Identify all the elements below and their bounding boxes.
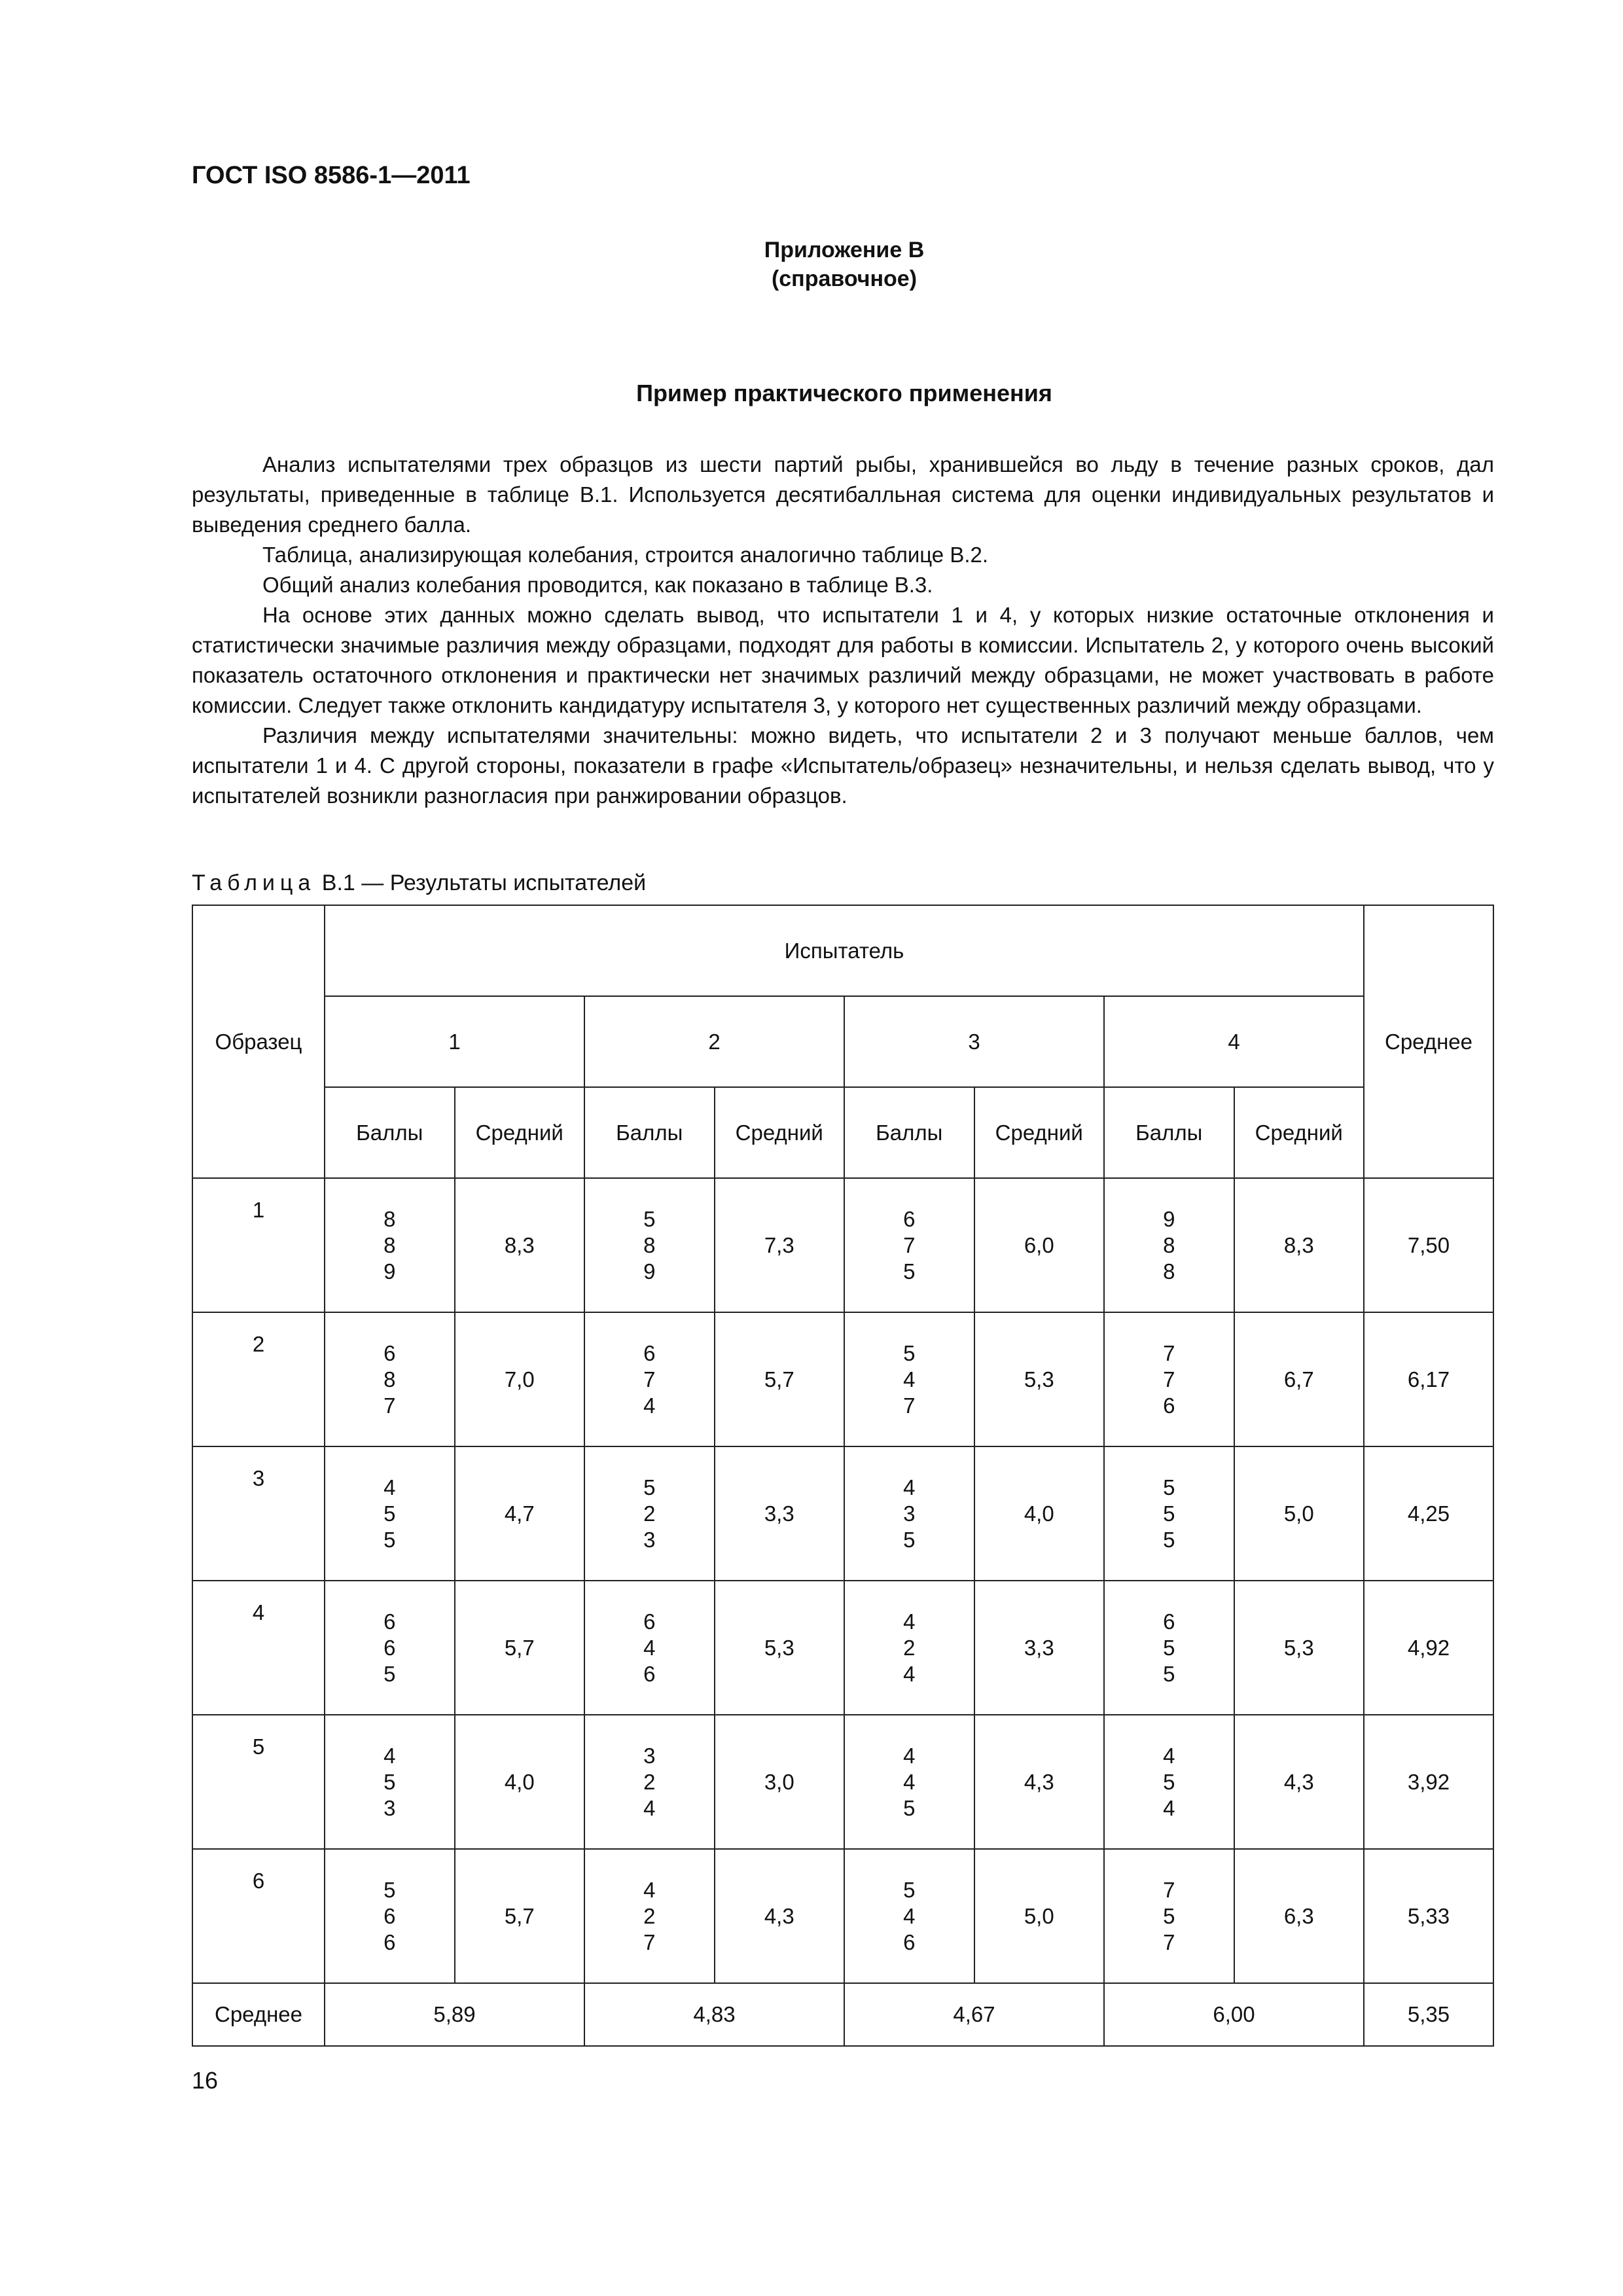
mean-cell: 4,0	[974, 1446, 1105, 1581]
score-value: 6	[383, 1635, 396, 1660]
header-tester-number: 4	[1104, 996, 1364, 1087]
score-value: 7	[1163, 1929, 1175, 1954]
annex-title: Приложение В	[764, 238, 925, 262]
scores-cell	[844, 1581, 974, 1715]
score-value: 3	[643, 1527, 656, 1552]
mean-cell: 5,3	[1234, 1581, 1364, 1715]
header-scores: Баллы	[844, 1087, 974, 1178]
sample-number: 5	[192, 1715, 325, 1849]
mean-cell: 5,7	[455, 1849, 585, 1983]
score-value: 7	[643, 1367, 656, 1391]
header-row	[192, 905, 1493, 996]
score-value: 5	[1163, 1527, 1175, 1552]
tester-average: 4,83	[584, 1983, 844, 2046]
row-average: 4,92	[1364, 1581, 1493, 1715]
score-value: 4	[903, 1769, 916, 1794]
score-value: 4	[903, 1475, 916, 1499]
header-scores: Баллы	[325, 1087, 455, 1178]
mean-cell: 8,3	[1234, 1178, 1364, 1312]
score-value: 5	[643, 1475, 656, 1499]
score-value: 8	[383, 1206, 396, 1231]
score-value: 4	[643, 1635, 656, 1660]
scores-cell	[584, 1715, 715, 1849]
mean-cell: 4,3	[974, 1715, 1105, 1849]
score-value: 9	[383, 1259, 396, 1283]
score-value: 7	[643, 1929, 656, 1954]
score-value: 4	[643, 1877, 656, 1902]
score-value: 7	[1163, 1877, 1175, 1902]
header-mean: Средний	[455, 1087, 585, 1178]
mean-cell: 4,3	[715, 1849, 845, 1983]
score-value: 6	[903, 1206, 916, 1231]
scores-cell	[325, 1715, 455, 1849]
section-title: Пример практического применения	[636, 380, 1052, 406]
score-value: 7	[903, 1232, 916, 1257]
table-row	[192, 1715, 1493, 1849]
page-number: 16	[192, 2067, 219, 2094]
scores-cell	[325, 1178, 455, 1312]
header-sample: Образец	[192, 905, 325, 1178]
table-caption-prefix: Таблица	[192, 870, 316, 895]
paragraph: На основе этих данных можно сделать вывод, что испытатели 1 и 4, у которых низкие остаточные отклонения и статистически значимые различия между образцами, подходят для работы в комиссии. Испытатель 2, у которого очень высокий показатель остаточного отклонения и практически нет значимых различий между образцами, не может участвовать в работе комиссии. Следует также отклонить кандидатуру испытателя 3, у которого нет существенных различий между образцами.	[192, 603, 1494, 717]
scores-cell	[1104, 1581, 1234, 1715]
score-value: 4	[903, 1661, 916, 1686]
score-value: 2	[643, 1501, 656, 1526]
sample-number: 6	[192, 1849, 325, 1983]
header-row	[192, 1087, 1493, 1178]
scores-cell	[584, 1178, 715, 1312]
scores-cell	[1104, 1312, 1234, 1446]
mean-cell: 4,3	[1234, 1715, 1364, 1849]
scores-cell	[844, 1446, 974, 1581]
score-value: 6	[383, 1340, 396, 1365]
score-value: 5	[1163, 1661, 1175, 1686]
scores-cell	[1104, 1178, 1234, 1312]
header-scores: Баллы	[584, 1087, 715, 1178]
paragraph: Различия между испытателями значительны: можно видеть, что испытатели 2 и 3 получают меньше баллов, чем испытатели 1 и 4. С другой стороны, показатели в графе «Испытатель/образец» незначительны, и нельзя сделать вывод, что у испытателей возникли разногласия при ранжировании образцов.	[192, 723, 1494, 808]
scores-cell	[844, 1178, 974, 1312]
score-value: 2	[643, 1769, 656, 1794]
score-value: 6	[643, 1661, 656, 1686]
mean-cell: 5,0	[974, 1849, 1105, 1983]
annex-subtitle: (справочное)	[771, 266, 918, 291]
score-value: 5	[1163, 1635, 1175, 1660]
score-value: 5	[903, 1527, 916, 1552]
score-value: 5	[903, 1340, 916, 1365]
score-value: 7	[1163, 1340, 1175, 1365]
table-row	[192, 1312, 1493, 1446]
table-row	[192, 1178, 1493, 1312]
results-table	[192, 905, 1494, 2047]
score-value: 5	[1163, 1903, 1175, 1928]
scores-cell	[584, 1446, 715, 1581]
score-value: 7	[903, 1393, 916, 1418]
score-value: 4	[383, 1743, 396, 1768]
score-value: 4	[1163, 1795, 1175, 1820]
header-scores: Баллы	[1104, 1087, 1234, 1178]
tester-average: 4,67	[844, 1983, 1104, 2046]
table-row	[192, 1446, 1493, 1581]
row-average: 6,17	[1364, 1312, 1493, 1446]
mean-cell: 5,0	[1234, 1446, 1364, 1581]
score-value: 5	[643, 1206, 656, 1231]
header-tester-number: 2	[584, 996, 844, 1087]
mean-cell: 6,7	[1234, 1312, 1364, 1446]
score-value: 3	[383, 1795, 396, 1820]
table-row	[192, 1581, 1493, 1715]
score-value: 7	[1163, 1367, 1175, 1391]
mean-cell: 5,7	[455, 1581, 585, 1715]
scores-cell	[844, 1312, 974, 1446]
header-tester-number: 3	[844, 996, 1104, 1087]
row-average: 4,25	[1364, 1446, 1493, 1581]
score-value: 8	[643, 1232, 656, 1257]
mean-cell: 3,3	[715, 1446, 845, 1581]
header-tester: Испытатель	[325, 905, 1364, 996]
score-value: 4	[903, 1367, 916, 1391]
score-value: 8	[383, 1367, 396, 1391]
scores-cell	[325, 1849, 455, 1983]
paragraph: Анализ испытателями трех образцов из шести партий рыбы, хранившейся во льду в течение разных сроков, дал результаты, приведенные в таблице В.1. Используется десятибалльная система для оценки индивидуальных результатов и выведения среднего балла.	[192, 452, 1494, 537]
score-value: 5	[383, 1661, 396, 1686]
scores-cell	[325, 1446, 455, 1581]
score-value: 4	[903, 1903, 916, 1928]
table-row	[192, 1849, 1493, 1983]
sample-number: 3	[192, 1446, 325, 1581]
scores-cell	[844, 1849, 974, 1983]
average-row	[192, 1983, 1493, 2046]
score-value: 4	[643, 1795, 656, 1820]
score-value: 6	[1163, 1393, 1175, 1418]
sample-number: 4	[192, 1581, 325, 1715]
scores-cell	[1104, 1715, 1234, 1849]
scores-cell	[1104, 1849, 1234, 1983]
score-value: 2	[903, 1635, 916, 1660]
scores-cell	[325, 1581, 455, 1715]
score-value: 5	[1163, 1475, 1175, 1499]
mean-cell: 6,3	[1234, 1849, 1364, 1983]
body-text	[192, 450, 1494, 811]
scores-cell	[584, 1581, 715, 1715]
paragraph: Общий анализ колебания проводится, как показано в таблице В.3.	[262, 573, 933, 597]
paragraph: Таблица, анализирующая колебания, строится аналогично таблице В.2.	[262, 543, 989, 567]
mean-cell: 7,3	[715, 1178, 845, 1312]
score-value: 5	[903, 1259, 916, 1283]
header-tester-number: 1	[325, 996, 584, 1087]
row-average: 5,33	[1364, 1849, 1493, 1983]
mean-cell: 3,3	[974, 1581, 1105, 1715]
score-value: 5	[383, 1527, 396, 1552]
score-value: 5	[1163, 1769, 1175, 1794]
sample-number: 1	[192, 1178, 325, 1312]
overall-average: 5,35	[1364, 1983, 1493, 2046]
mean-cell: 7,0	[455, 1312, 585, 1446]
score-value: 5	[383, 1877, 396, 1902]
mean-cell: 3,0	[715, 1715, 845, 1849]
mean-cell: 6,0	[974, 1178, 1105, 1312]
score-value: 8	[383, 1232, 396, 1257]
mean-cell: 5,3	[974, 1312, 1105, 1446]
score-value: 6	[643, 1609, 656, 1634]
score-value: 8	[1163, 1259, 1175, 1283]
score-value: 5	[1163, 1501, 1175, 1526]
score-value: 6	[1163, 1609, 1175, 1634]
score-value: 5	[903, 1877, 916, 1902]
score-value: 3	[643, 1743, 656, 1768]
scores-cell	[325, 1312, 455, 1446]
table-caption	[192, 870, 646, 896]
score-value: 6	[903, 1929, 916, 1954]
score-value: 4	[903, 1609, 916, 1634]
header-average: Среднее	[1364, 905, 1493, 1178]
table-caption-text: В.1 — Результаты испытателей	[321, 870, 647, 895]
mean-cell: 4,0	[455, 1715, 585, 1849]
score-value: 4	[903, 1743, 916, 1768]
header-mean: Средний	[974, 1087, 1105, 1178]
row-average: 7,50	[1364, 1178, 1493, 1312]
average-label: Среднее	[192, 1983, 325, 2046]
score-value: 7	[383, 1393, 396, 1418]
tester-average: 5,89	[325, 1983, 584, 2046]
score-value: 3	[903, 1501, 916, 1526]
score-value: 6	[383, 1929, 396, 1954]
score-value: 4	[643, 1393, 656, 1418]
row-average: 3,92	[1364, 1715, 1493, 1849]
score-value: 6	[383, 1609, 396, 1634]
score-value: 8	[1163, 1232, 1175, 1257]
tester-average: 6,00	[1104, 1983, 1364, 2046]
score-value: 4	[1163, 1743, 1175, 1768]
score-value: 9	[1163, 1206, 1175, 1231]
score-value: 4	[383, 1475, 396, 1499]
score-value: 5	[903, 1795, 916, 1820]
header-mean: Средний	[1234, 1087, 1364, 1178]
header-mean: Средний	[715, 1087, 845, 1178]
sample-number: 2	[192, 1312, 325, 1446]
mean-cell: 5,7	[715, 1312, 845, 1446]
score-value: 9	[643, 1259, 656, 1283]
document-code: ГОСТ ISO 8586-1—2011	[192, 162, 471, 189]
score-value: 6	[643, 1340, 656, 1365]
mean-cell: 5,3	[715, 1581, 845, 1715]
score-value: 5	[383, 1501, 396, 1526]
score-value: 5	[383, 1769, 396, 1794]
header-row	[192, 996, 1493, 1087]
scores-cell	[584, 1849, 715, 1983]
scores-cell	[844, 1715, 974, 1849]
mean-cell: 4,7	[455, 1446, 585, 1581]
score-value: 6	[383, 1903, 396, 1928]
scores-cell	[584, 1312, 715, 1446]
score-value: 2	[643, 1903, 656, 1928]
mean-cell: 8,3	[455, 1178, 585, 1312]
scores-cell	[1104, 1446, 1234, 1581]
